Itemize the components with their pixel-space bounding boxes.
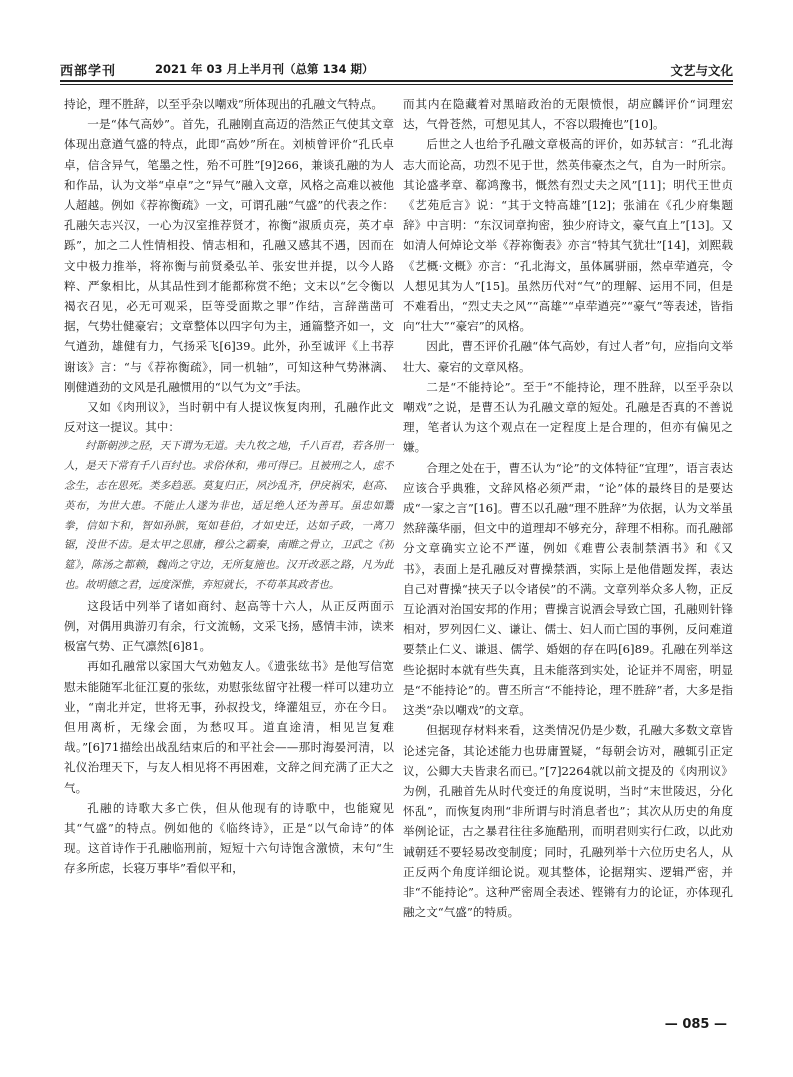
running-header: [60, 58, 733, 82]
paragraph: 再如孔融常以家国大气劝勉友人。《遗张纮书》是他写信宽慰未能随军北征江夏的张纮，劝慰张纮留守社稷一样可以建功立业，“南北并定，世将无事，孙叔投戈，绛灌俎豆，亦在今日。但用离析，无缘会面，为愁叹耳。道直途清，相见岂复难哉。”[6]71描绘出战乱结束后的和平社会——那时海晏河清，以礼仪治理天下，与友人相见将不再困难，文辞之间充满了正大之气。: [64, 659, 394, 795]
issue-info: 2021 年 03 月上半月刊（总第 134 期）: [155, 62, 374, 76]
paragraph: 但据现存材料来看，这类情况仍是少数，孔融大多数文章皆论述完备，其论述能力也毋庸置疑，“每朝会访对，融辄引正定议，公卿大夫皆隶名而已。”[7]2264就以前文提及的《肉刑议》为例，孔融首先从时代变迁的角度说明，当时“末世陵迟，分化怀乱”，而恢复肉刑“非所谓与时消息者也”；其次从历史的角度举例论证，古之暴君往往多施酷刑，而明君则实行仁政，以此劝诫朝廷不要轻易改变制度；同时，孔融列举十六位历史名人，从正反两个角度详细论说。观其整体，论据翔实、逻辑严密，并非“不能持论”。这种严密周全表述、铿锵有力的论证，亦体现孔融之文“气盛”的特质。: [403, 723, 733, 920]
paragraph: 后世之人也给予孔融文章极高的评价，如苏轼言：“孔北海志大而论高，功烈不见于世，然英伟豪杰之气，自为一时所宗。其论盛孝章、郗鸿豫书，慨然有烈丈夫之风”[11]；明代王世贞《艺苑卮言》说：“其于文特高雄”[12]；张浦在《孔少府集题辞》中言明：“东汉词章拘密，独少府诗文，豪气直上”[13]。又如清人何焯论文举《荐祢衡表》亦言“特其气犹壮”[14]，刘熙载《艺概·文概》亦言：“孔北海文，虽体属骈丽，然卓荦遒亮，令人想见其为人”[15]。虽然历代对“气”的理解、运用不同，但是不难看出，“烈丈夫之风”“高雄”“卓荦遒亮”“豪气”等表述，皆指向“壮大”“豪宕”的风格。: [403, 137, 733, 334]
paragraph: 孔融的诗歌大多亡佚，但从他现有的诗歌中，也能窥见其“气盛”的特点。例如他的《临终诗》，正是“以气命诗”的体现。这首诗作于孔融临刑前，短短十六句诗饱含激愤，末句“生存多所虑，长寝万事毕”看似平和，: [64, 800, 394, 876]
journal-name: 西部学刊: [60, 64, 117, 79]
paragraph: 持论，理不胜辞，以至乎杂以嘲戏”所体现出的孔融文气特点。: [64, 97, 383, 111]
paragraph: 一是“体气高妙”。首先，孔融刚直高迈的浩然正气使其文章体现出意遒气盛的特点，此即“高妙”所在。刘桢曾评价“孔氏卓卓，信含异气，笔墨之性，殆不可胜”[9]266，兼谈孔融的为人和作品，认为文举“卓卓”之“异气”融入文章，风格之高难以被他人超越。例如《荐祢衡疏》一文，可谓孔融“气盛”的代表之作：孔融矢志兴汉，一心为汉室推荐贤才，祢衡“淑质贞亮，英才卓跞”，加之二人性情相投、情志相和，孔融又感其不遇，因而在文中极力推举，将祢衡与前贤桑弘羊、张安世并提，以今人路粹、严象相比，从其品性到才能都称赏不绝；文末以“乞令衡以褐衣召见，必无可观采，臣等受面欺之罪”作结，言辞凿凿可据，气势壮健豪宕；文章整体以四字句为主，通篇整齐如一，文气遒劲，雄健有力，气扬采飞[6]39。此外，孙至诚评《上书荐谢该》言：“与《荐祢衡疏》，同一机轴”，可知这种气势淋漓、刚健遒劲的文风是孔融惯用的“以气为文”手法。: [64, 117, 394, 394]
paragraph: 因此，曹丕评价孔融“体气高妙，有过人者”句，应指向文举壮大、豪宕的文章风格。: [403, 339, 733, 374]
paragraph: 又如《肉刑议》，当时朝中有人提议恢复肉刑，孔融作此文反对这一提议。其中：: [64, 400, 394, 435]
paragraph: 合理之处在于，曹丕认为“论”的文体特征“宜理”，语言表达应该合乎典雅，文辞风格必须严肃，“论”体的最终目的是要达成“一家之言”[16]。曹丕以孔融“理不胜辞”为依据，认为文举虽然辞藻华丽，但文中的道理却不够充分，辞理不相称。而孔融部分文章确实立论不严谨，例如《难曹公表制禁酒书》和《又书》，表面上是孔融反对曹操禁酒，实际上是他借题发挥，表达自己对曹操“挟天子以令诸侯”的不满。文章列举众多人物，正反互论酒对治国安邦的作用；曹操言说酒会导致亡国，孔融则针锋相对，罗列因仁义、谦让、儒士、妇人而亡国的事例，反问难道要禁止仁义、谦退、儒学、婚姻的存在吗[6]89。孔融在列举这些论据时本就有些失真，且未能落到实处，论证并不周密，明显是“不能持论”的。曹丕所言“不能持论，理不胜辞”者，大多是指这类“杂以嘲戏”的文章。: [403, 460, 733, 718]
block-quote: 纣斮朝涉之胫，天下谓为无道。夫九牧之地，千八百君，若各刖一人，是天下常有千八百纣也。求俗休和，弗可得已。且被刑之人，虑不念生，志在思死。类多趋恶。莫复归正，夙沙乱齐，伊戾祸宋，赵高、英布，为世大患。不能止人遂为非也，适足绝人还为善耳。虽忠如鬻拳，信如卞和，智如孙膑，冤如巷伯，才如史迁，达如子政，一离刀锯，没世不齿。是太甲之思庸，穆公之霸秦，南睢之骨立，卫武之《初筵》，陈汤之都赖，魏尚之守边，无所复施也。汉开改恶之路，凡为此也。故明德之君，远度深惟，弃短就长，不苟革其政者也。: [64, 440, 394, 592]
right-column: [403, 94, 733, 1014]
paragraph: 这段话中列举了诸如商纣、赵高等十六人，从正反两面示例，对偶用典游刃有余，行文流畅，文采飞扬，感情丰沛，读来极富气势、正气凛然[6]81。: [64, 598, 394, 654]
header-rule-thick: [60, 80, 733, 82]
paragraph: 二是“不能持论”。至于“不能持论，理不胜辞，以至乎杂以嘲戏”之说，是曹丕认为孔融文章的短处。孔融是否真的不善说理，笔者认为这个观点在一定程度上是合理的，但亦有偏见之嫌。: [403, 379, 733, 455]
header-rule-thin: [60, 84, 733, 85]
page-number: — 085 —: [664, 1017, 727, 1032]
left-column: [64, 94, 394, 1014]
section-title: 文艺与文化: [670, 63, 733, 78]
paragraph: 而其内在隐藏着对黑暗政治的无限愤恨，胡应麟评价“词理宏达，气骨苍然，可想见其人，不容以瑕掩也”[10]。: [403, 97, 733, 132]
